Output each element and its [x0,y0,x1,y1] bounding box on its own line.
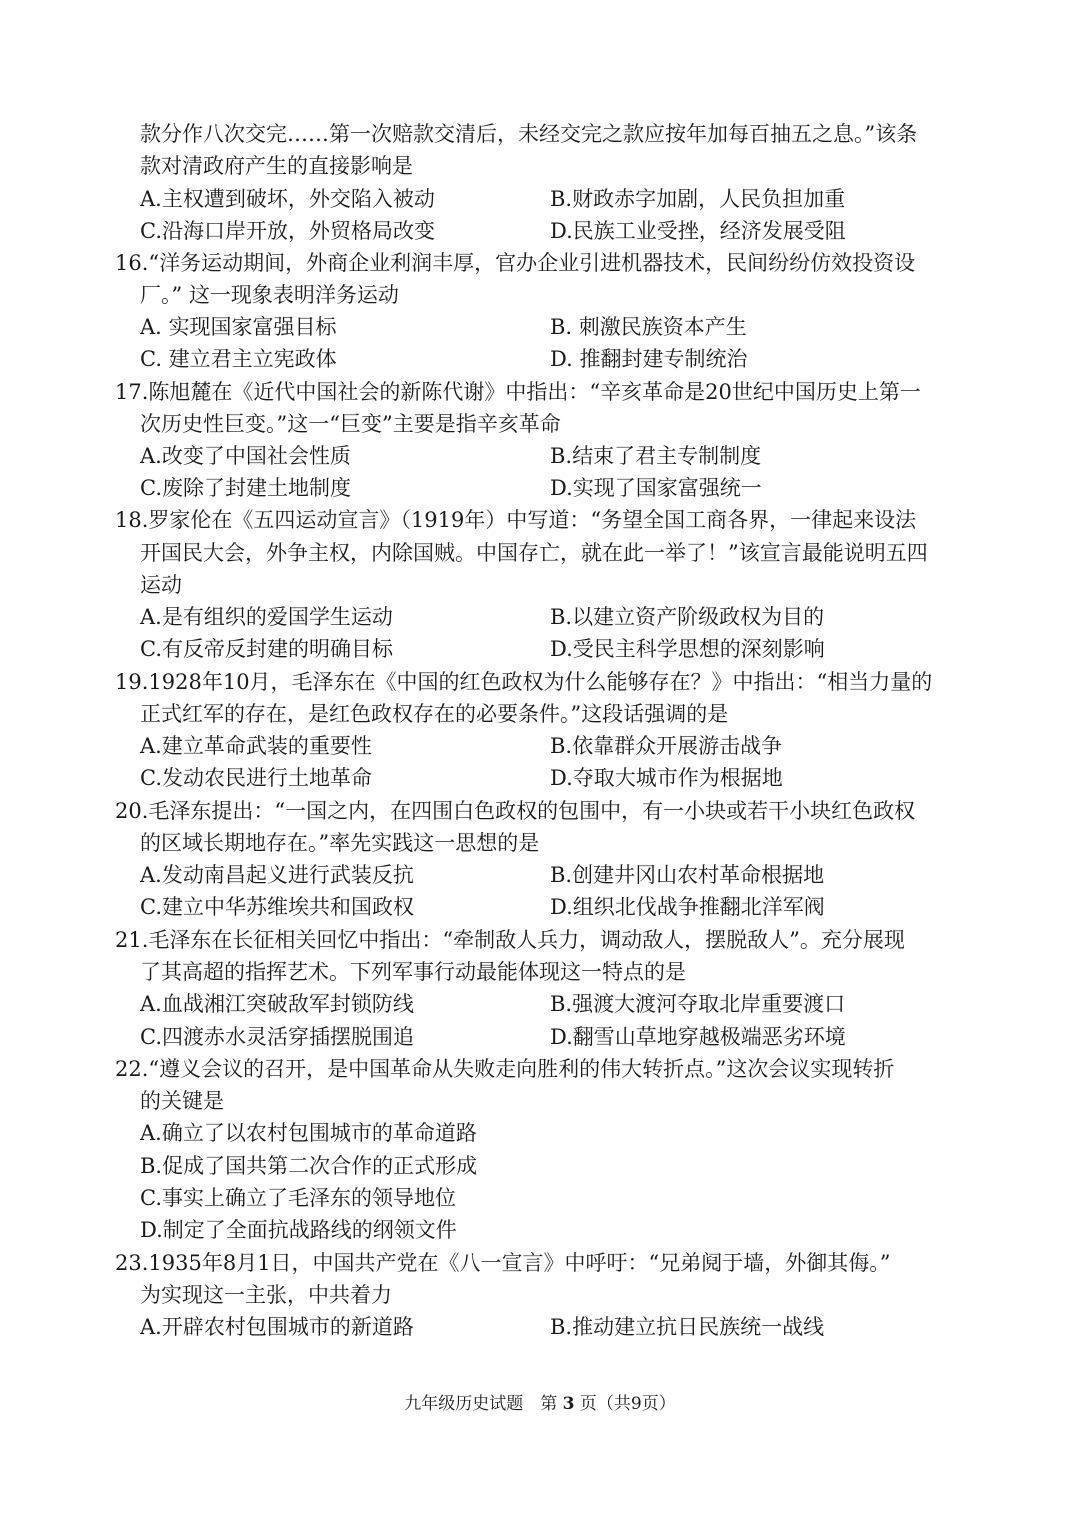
question-15-text-line-2: 款对清政府产生的直接影响是 [140,154,413,178]
question-22-text-line-2: 的关键是 [140,1089,224,1113]
question-19-text-line-1: 19.1928年10月，毛泽东在《中国的红色政权为什么能够存在？》中指出：“相当力量的 [115,670,933,694]
question-20-text-line-1: 20.毛泽东提出：“一国之内，在四围白色政权的包围中，有一小块或若干小块红色政权 [115,799,916,823]
question-18-option-d: D.受民主科学思想的深刻影响 [550,637,825,661]
question-18-text-line-2: 开国民大会，外争主权，内除国贼。中国存亡，就在此一举了！”该宣言最能说明五四 [140,541,928,565]
question-23-option-b: B.推动建立抗日民族统一战线 [550,1315,825,1339]
question-15-text-line-1: 款分作八次交完……第一次赔款交清后，未经交完之款应按年加每百抽五之息。”该条 [140,122,918,146]
question-17-option-b: B.结束了君主专制制度 [550,444,762,468]
question-23-text-line-1: 23.1935年8月1日，中国共产党在《八一宣言》中呼吁：“兄弟阋于墙，外御其侮。” [115,1251,891,1275]
question-19-option-b: B.依靠群众开展游击战争 [550,734,783,758]
question-23-option-a: A.开辟农村包围城市的新道路 [140,1315,414,1339]
question-17-text-line-1: 17.陈旭麓在《近代中国社会的新陈代谢》中指出：“辛亥革命是20世纪中国历史上第一 [115,380,921,404]
question-22-option-a: A.确立了以农村包围城市的革命道路 [140,1121,477,1145]
footer-suffix: 页（共9页） [579,1394,676,1414]
question-16-option-c: C. 建立君主立宪政体 [140,347,337,371]
footer-prefix: 九年级历史试题 第 [404,1394,558,1414]
question-18-text-line-3: 运动 [140,573,182,597]
question-18-option-b: B.以建立资产阶级政权为目的 [550,605,825,629]
question-18-text-line-1: 18.罗家伦在《五四运动宣言》（1919年）中写道：“务望全国工商各界，一律起来设法 [115,508,917,532]
question-21-option-b: B.强渡大渡河夺取北岸重要渡口 [550,992,846,1016]
question-16-option-b: B. 刺激民族资本产生 [550,315,747,339]
question-17-option-c: C.废除了封建土地制度 [140,476,351,500]
question-22-option-b: B.促成了国共第二次合作的正式形成 [140,1154,478,1178]
question-23-text-line-2: 为实现这一主张，中共着力 [140,1283,392,1307]
question-16-option-d: D. 推翻封建专制统治 [550,347,748,371]
question-20-option-c: C.建立中华苏维埃共和国政权 [140,895,414,919]
question-21-text-line-2: 了其高超的指挥艺术。下列军事行动最能体现这一特点的是 [140,960,686,984]
question-20-option-b: B.创建井冈山农村革命根据地 [550,863,825,887]
question-17-text-line-2: 次历史性巨变。”这一“巨变”主要是指辛亥革命 [140,412,561,436]
question-20-option-a: A.发动南昌起义进行武装反抗 [140,863,414,887]
question-17-option-a: A.改变了中国社会性质 [140,444,351,468]
question-19-option-d: D.夺取大城市作为根据地 [550,766,783,790]
question-17-option-d: D.实现了国家富强统一 [550,476,762,500]
question-15-option-c: C.沿海口岸开放，外贸格局改变 [140,219,435,243]
question-22-text-line-1: 22.“遵义会议的召开，是中国革命从失败走向胜利的伟大转折点。”这次会议实现转折 [115,1057,895,1081]
question-19-text-line-2: 正式红军的存在，是红色政权存在的必要条件。”这段话强调的是 [140,702,729,726]
question-22-option-c: C.事实上确立了毛泽东的领导地位 [140,1186,456,1210]
question-21-option-a: A.血战湘江突破敌军封锁防线 [140,992,414,1016]
question-21-text-line-1: 21.毛泽东在长征相关回忆中指出：“牵制敌人兵力，调动敌人，摆脱敌人”。充分展现 [115,928,905,952]
footer-page-number: 3 [562,1394,575,1414]
question-19-option-a: A.建立革命武装的重要性 [140,734,372,758]
question-18-option-a: A.是有组织的爱国学生运动 [140,605,393,629]
question-20-option-d: D.组织北伐战争推翻北洋军阀 [550,895,825,919]
question-15-option-b: B.财政赤字加剧，人民负担加重 [550,187,846,211]
page-footer [0,1392,1080,1416]
question-22-option-d: D.制定了全面抗战路线的纲领文件 [140,1218,457,1242]
question-15-option-d: D.民族工业受挫，经济发展受阻 [550,219,846,243]
question-21-option-d: D.翻雪山草地穿越极端恶劣环境 [550,1025,846,1049]
question-16-text-line-1: 16.“洋务运动期间，外商企业利润丰厚，官办企业引进机器技术，民间纷纷仿效投资设 [115,251,916,275]
question-21-option-c: C.四渡赤水灵活穿插摆脱围追 [140,1025,414,1049]
question-16-option-a: A. 实现国家富强目标 [140,315,337,339]
question-15-option-a: A.主权遭到破坏，外交陷入被动 [140,187,435,211]
question-16-text-line-2: 厂。” 这一现象表明洋务运动 [140,283,399,307]
question-18-option-c: C.有反帝反封建的明确目标 [140,637,393,661]
question-20-text-line-2: 的区域长期地存在。”率先实践这一思想的是 [140,831,540,855]
question-19-option-c: C.发动农民进行土地革命 [140,766,372,790]
